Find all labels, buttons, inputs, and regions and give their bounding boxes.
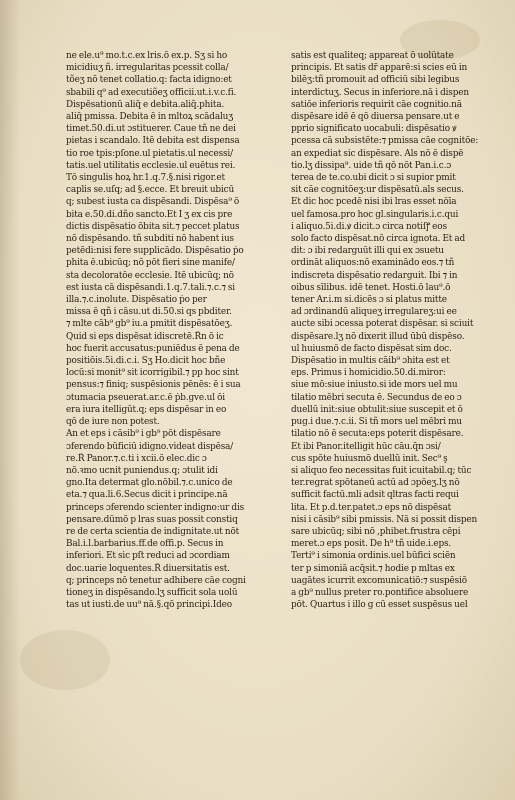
text-line: Et ibi Panor.itelligit hūc cāu.q̄n ɔsi/ (291, 441, 441, 452)
text-line: illa.⁊.c.inolute. Dispēsatio ṗo per (66, 295, 207, 306)
text-line: duellū init:siue obtulit:siue suscepit et ō (291, 404, 463, 415)
text-line: ul huiusmō de facto dispēsat sim doc. (291, 343, 452, 354)
text-line: a gb⁹ nullus preter ro.pontifice absoluere (291, 587, 469, 598)
text-line: q; princeps nō tenetur adhibere cāe cogni (66, 575, 246, 586)
text-line: pensare.dūmō p lras suas possit constiq (66, 514, 238, 525)
text-line: ⁊ mlte cāb⁹ gb⁹ iu.a pmitit dispēsatōeʒ. (66, 319, 233, 330)
text-line: ɔferendo būficiū idigno.videat dispēsa/ (66, 441, 234, 452)
text-line: ne ele.u⁹ mo.t.c.ex lris.ō ex.p. Sʒ si ho (66, 51, 228, 61)
text-line: Et dic hoc pcedē nisi ibi lras esset nōīa (291, 197, 457, 208)
text-line: si aliquo feo necessitas fuit icuitabil.q; tūc (291, 465, 472, 476)
text-line: tioneʒ in dispēsando.lʒ sufficit sola uolū (66, 587, 238, 598)
text-line: pōt. Quartus i illo g cū esset suspēsus uel (291, 600, 468, 611)
text-line: ɔtumacia pseuerat.ar.c.ē ṗb.gve.ul ōi (66, 392, 225, 403)
text-line: dispēsare.lʒ nō dixerit illud ūbū dispēso. (291, 331, 465, 342)
text-line: Dispēsationū aliq̄ e debita.aliq̄.phita. (66, 99, 225, 110)
text-line: Bal.i.l.barbarius.ff.de offi.p. Secus in (66, 539, 224, 550)
text-line: sbabili q⁹ ad executiõeʒ officii.ut.i.v.c.fi. (66, 87, 237, 98)
text-line: satis est qualiteq; appareat ō uolūtate (291, 51, 454, 61)
text-line: meret.ɔ eps posit. De h⁹ tñ uide.i.eps. (291, 539, 452, 550)
text-line: sare ubicūq; sibi nō ,phibet.frustra cēpi (291, 526, 461, 537)
text-line: interdictuʒ. Secus in inferiore.nā i dispen (291, 87, 469, 98)
text-line: uel famosa.pro hoc gl.singularis.i.c.qui (291, 209, 459, 220)
text-line: q; subest iusta ca dispēsandi. Dispēsa⁹ ō (66, 197, 240, 208)
text-line: phita ē.ubicūq; nō pōt fieri sine manife/ (66, 258, 235, 269)
text-line: nō.ꝛmo ucnit puniendus.q; ɔtulit idi (66, 465, 218, 476)
text-line: positiōis.5i.di.c.i. Sʒ Ho.dicit hoc bñe (66, 356, 226, 367)
text-line: eta.⁊ qua.li.6.Secus dicit i principe.nā (66, 490, 228, 501)
text-line: re.R̃ Panor.⁊.c.ti i xcii.ō elec.dic ɔ (66, 453, 207, 464)
text-line: bita e.50.di.dño sancto.Et I ʒ ex cis pre (66, 209, 233, 220)
text-line: oibus sīlibus. idē tenet. Hosti.ō lau⁹.ō (291, 282, 451, 293)
text-line: era iura itelligūt.q; eps dispēsar in eo (66, 404, 227, 415)
text-line: doc.uarie loquentes.R̃ diuersitatis est. (66, 563, 230, 574)
text-line: tener Ar.i.m si.dicēs ɔ si platus mitte (291, 295, 447, 306)
text-line: tilatio nō ē secuta:eps poterit dispēsare. (291, 429, 464, 440)
text-line: pietas i scandalo. Itē debita est dispensa (66, 136, 240, 147)
text-line: An et eps i cāsib⁹ i gb⁹ pōt dispēsare (66, 429, 221, 440)
text-line: nō dispēsando. tñ subditi nō habent ius (66, 234, 234, 245)
text-line: principis. Et satis dr̃ apparē:si scies eū in (291, 63, 468, 74)
text-line: qō de iure non potest. (66, 417, 160, 428)
text-line: tas ut iusti.de uu⁹ nā.§.qō principi.Ideo (66, 600, 232, 611)
text-line: ter p simoniā acq̄sit.⁊ hodie p mltas ex (291, 563, 455, 574)
text-line: Quid si eps dispēsat idiscretē.R̃n ō ic (66, 331, 224, 342)
text-line: tilatio mēbri secuta ē. Secundus de eo ɔ (291, 392, 462, 403)
text-line: tio.lʒ dissipa⁹. uide tñ qō nōt Pan.i.c.ɔ (291, 160, 452, 171)
text-line: sta decoloratōe ecclesie. Itē ubicūq; nō (66, 270, 234, 281)
text-line: inferiori. Et sic pſt reduci ad ɔcordiam (66, 551, 230, 562)
text-line: est iusta cā dispēsandi.1.q.7.tali.⁊.c.⁊ si (66, 282, 235, 293)
text-line: missa ē qñ i cāsu.ut di.50.si qs pbditer. (66, 307, 232, 318)
text-line: timet.50.di.ut ɔstituerer. Caue tñ ne dei (66, 124, 236, 135)
text-line: pprio significato uocabuli: dispēsatio ꝟ (291, 124, 457, 135)
text-line: caplis se.uſq; ad §.ecce. Et breuit ubicū (66, 185, 235, 196)
text-line: ad ɔrdinandū aliqueʒ irregulareʒ:ui ee (291, 307, 457, 318)
text-line: nisi i cāsib⁹ sibi pmissis. Nā si possit dispen (291, 514, 478, 525)
text-line: ordināt aliquos:nō examinādo eos.⁊ tñ (291, 258, 455, 269)
text-line: dispēsare idē ē qō diuersa pensare.ut e (291, 112, 460, 123)
paper-stain (20, 630, 110, 690)
text-line: terea de te.co.ubi dicit ɔ si supior pmit (291, 173, 456, 184)
text-line: indiscreta dispēsatio redarguit. Ibi ⁊ in (291, 270, 458, 281)
text-line: tõeʒ nō tenet collatio.q: facta idigno:et (66, 75, 232, 86)
text-line: bilēʒ:tñ promouit ad officiū sibi legibus (291, 75, 460, 86)
text-line: tio roe tpis:pſone.ul pietatis.ul necessi/ (66, 148, 233, 159)
text-line: aliq̄ pmissa. Debita ē in mltoꝝ scādaluʒ (66, 112, 234, 123)
text-line: dit: ɔ ibi redarguūt illi qui ex ɔsuetu (291, 246, 444, 257)
text-line: pcessa cā subsistēte:⁊ pmissa cāe cognitōe: (291, 136, 479, 147)
text-line: petēdi:nisi fere supplicādo. Dispēsatio ṗo (66, 246, 244, 257)
text-line: micidiuʒ ñ. irregularitas pcessit colla/ (66, 63, 229, 74)
text-line: princeps ɔferendo scienter indigno:ur dis (66, 502, 245, 513)
text-line: hoc fuerit accusatus:puniēdus ē pena de (66, 343, 240, 354)
text-line: aucte sibi ɔcessa poterat dispēsar. si sciuit (291, 319, 474, 330)
text-line: Terti⁹ i simonia ordinis.uel būfici sciēn (291, 551, 456, 562)
text-line: gno.Ita determat glo.nōbil.⁊.c.unico de (66, 478, 233, 489)
text-line: sit cāe cognitōeʒ:ur dispēsatū.als secus. (291, 185, 464, 196)
text-line: eps. Primus i homicidio.50.di.miror: (291, 368, 446, 379)
binding-shadow (0, 0, 20, 800)
text-line: dictis dispēsatio ōbita sit.⁊ peccet platus (66, 221, 240, 232)
text-line: ter.regrat spōtaneū actū ad ɔpōeʒ.lʒ nō (291, 478, 460, 489)
text-line: solo facto dispēsat.nō circa ignota. Et ad (291, 234, 466, 245)
text-line: locū:si monit⁹ sit icorrigibil.⁊ pp hoc sint (66, 368, 239, 379)
text-line: pensus:⁊ finiq; suspēsionis pēnēs: ē i sua (66, 380, 241, 391)
text-line: an expediat sic dispēsare. Als nō ē dispē (291, 148, 464, 159)
text-line: re de certa scientia de indignitate.ut nōt (66, 526, 240, 537)
right-text-column (291, 50, 499, 611)
text-line: sufficit factū.mli adsit qltras facti requi (291, 490, 459, 501)
text-line: Dispēsatio in multis cāib⁹ ɔhita est et (291, 356, 450, 367)
left-text-column (66, 50, 274, 611)
text-line: cus spōte huiusmō duellū init. Sec⁹ ş (291, 453, 448, 464)
text-line: Tō singulis hoꝝ hr.1.q.7.§.nisi rigor.et (66, 173, 225, 184)
text-line: i aliquo.5i.di.ꝟ dicit.ɔ circa notiſꝭ eos (291, 221, 447, 232)
text-line: uagātes icurrit excomunicatiō:⁊ suspēsiō (291, 575, 467, 586)
text-line: lita. Et p.d.ter.patet.ɔ eps nō dispēsat (291, 502, 452, 513)
text-line: pug.i due.⁊.c.ii. Si tñ mors uel mēbri mu (291, 417, 462, 428)
text-line: tatis.uel utilitatis ecclesie.ul euētus rei. (66, 160, 236, 171)
text-line: satiōe inferioris requirit cāe cognitio.nā (291, 99, 462, 110)
text-line: siue mō:siue iniusto.si ide mors uel mu (291, 380, 458, 391)
